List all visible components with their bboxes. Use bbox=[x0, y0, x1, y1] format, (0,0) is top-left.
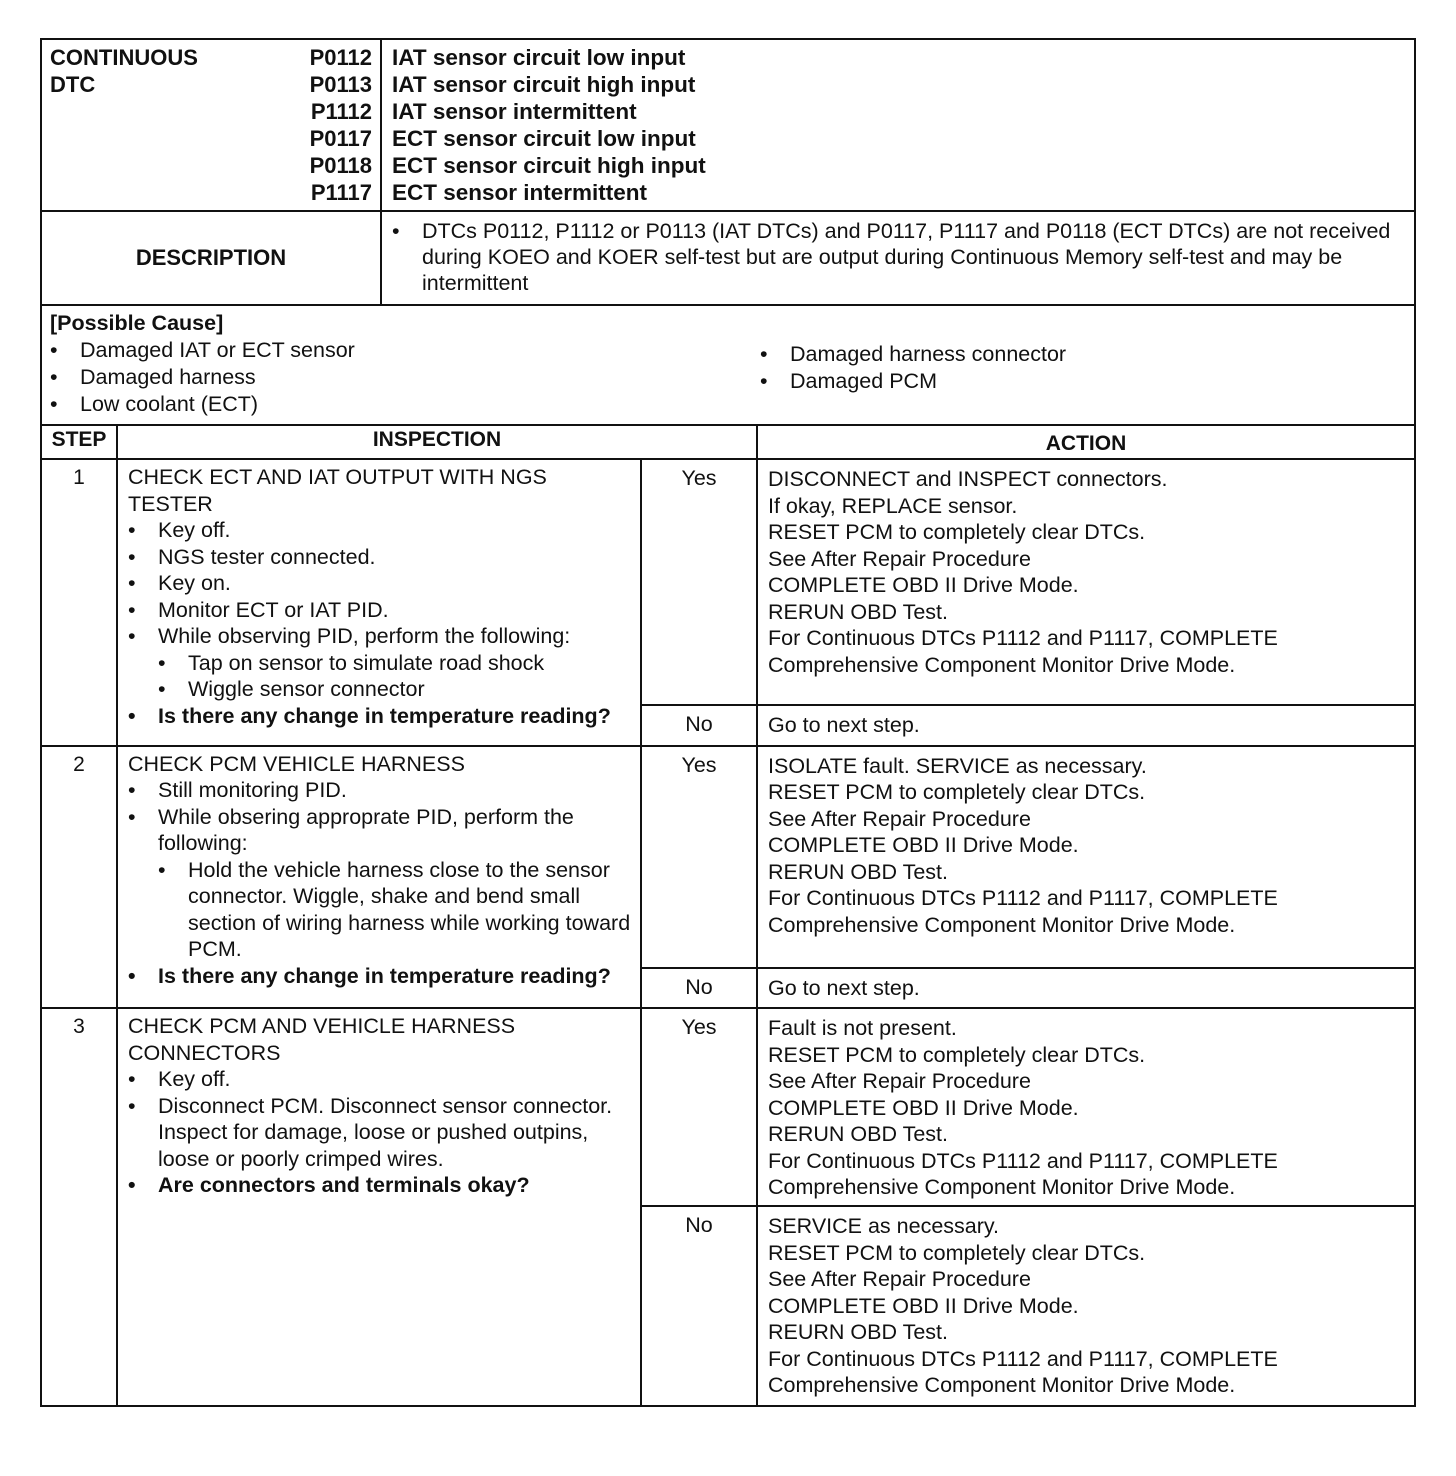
inspection-question: Is there any change in temperature reading? bbox=[158, 963, 611, 988]
action-line: See After Repair Procedure bbox=[768, 806, 1031, 831]
yes-label: Yes bbox=[642, 460, 758, 704]
list-item bbox=[128, 544, 632, 571]
list-item bbox=[128, 804, 632, 857]
inspection-item: Disconnect PCM. Disconnect sensor connector. Inspect for damage, loose or pushed outpins, loose or poorly crimped wires. bbox=[158, 1093, 613, 1171]
action-line: SERVICE as necessary. bbox=[768, 1214, 1000, 1238]
dtc-header-title bbox=[50, 44, 298, 206]
dtc-code: P1117 bbox=[310, 180, 372, 205]
inspection-subitem: Tap on sensor to simulate road shock bbox=[188, 650, 545, 675]
inspection-item: NGS tester connected. bbox=[158, 544, 376, 569]
dtc-procedure-table bbox=[40, 38, 1416, 1407]
description-label: DESCRIPTION bbox=[42, 212, 382, 304]
list-item bbox=[128, 570, 632, 597]
no-row bbox=[642, 1207, 1414, 1405]
inspection-item: While obsering approprate PID, perform the following: bbox=[158, 804, 574, 855]
bullet-icon: • bbox=[128, 1093, 136, 1118]
bullet-icon: • bbox=[760, 342, 768, 366]
action-line: See After Repair Procedure bbox=[768, 1267, 1031, 1291]
action-line: For Continuous DTCs P1112 and P1117, COMPLETE Comprehensive Component Monitor Drive Mode. bbox=[768, 626, 1278, 677]
bullet-icon: • bbox=[760, 369, 768, 393]
list-item bbox=[128, 650, 632, 677]
bullet-icon: • bbox=[128, 1173, 136, 1197]
inspection-item: Key on. bbox=[158, 571, 231, 595]
possible-cause-right-list bbox=[760, 337, 1406, 418]
bullet-icon: • bbox=[128, 624, 136, 648]
list-item bbox=[128, 517, 632, 544]
bullet-icon: • bbox=[158, 650, 166, 675]
action-line: COMPLETE OBD II Drive Mode. bbox=[768, 1095, 1079, 1120]
dtc-description-list bbox=[382, 40, 1414, 210]
dtc-code-list bbox=[298, 44, 372, 206]
dtc-description: ECT sensor circuit high input bbox=[392, 153, 706, 178]
description-text: DTCs P0112, P1112 or P0113 (IAT DTCs) and P0117, P1117 and P0118 (ECT DTCs) are not received during KOEO and KOER self-test but are output during Continuous Memory self-test and may be intermittent bbox=[422, 219, 1391, 295]
inspection-cell bbox=[118, 1009, 642, 1405]
bullet-icon: • bbox=[158, 857, 166, 882]
response-cell bbox=[642, 747, 1414, 1008]
list-item bbox=[760, 341, 1406, 368]
action-line: RESET PCM to completely clear DTCs. bbox=[768, 520, 1146, 544]
column-header-action: ACTION bbox=[1045, 432, 1127, 455]
bullet-icon: • bbox=[128, 963, 136, 988]
table-header-row bbox=[42, 426, 1414, 460]
no-action bbox=[758, 969, 1414, 1008]
action-line: For Continuous DTCs P1112 and P1117, COMPLETE Comprehensive Component Monitor Drive Mode. bbox=[768, 886, 1278, 937]
table-row-step-2 bbox=[42, 747, 1414, 1010]
bullet-icon: • bbox=[392, 219, 400, 243]
bullet-icon: • bbox=[128, 778, 136, 802]
title-line-2: DTC bbox=[50, 72, 96, 97]
table-row-step-3 bbox=[42, 1009, 1414, 1405]
cause-text: Damaged IAT or ECT sensor bbox=[80, 338, 355, 362]
dtc-description: IAT sensor circuit high input bbox=[392, 72, 696, 97]
description-content bbox=[382, 212, 1414, 304]
action-line: See After Repair Procedure bbox=[768, 1069, 1031, 1093]
list-item bbox=[128, 597, 632, 624]
description-row bbox=[42, 212, 1414, 306]
action-line: RERUN OBD Test. bbox=[768, 859, 948, 884]
column-header-inspection: INSPECTION bbox=[118, 426, 758, 458]
no-action bbox=[758, 1207, 1414, 1405]
step-number: 1 bbox=[42, 460, 118, 745]
action-line: RERUN OBD Test. bbox=[768, 1122, 948, 1146]
action-line: For Continuous DTCs P1112 and P1117, COMPLETE Comprehensive Component Monitor Drive Mode. bbox=[768, 1346, 1278, 1397]
inspection-cell bbox=[118, 460, 642, 745]
inspection-subitem: Hold the vehicle harness close to the sensor connector. Wiggle, shake and bend small section of wiring harness while working toward PCM. bbox=[188, 857, 631, 961]
yes-action bbox=[758, 747, 1414, 967]
bullet-icon: • bbox=[158, 677, 166, 701]
possible-cause-heading: [Possible Cause] bbox=[50, 311, 224, 335]
inspection-item: Still monitoring PID. bbox=[158, 778, 347, 802]
list-item bbox=[128, 623, 632, 650]
inspection-item: Key off. bbox=[158, 518, 231, 542]
possible-cause-left-list bbox=[50, 337, 760, 418]
inspection-question: Is there any change in temperature reading? bbox=[158, 703, 611, 728]
no-row bbox=[642, 706, 1414, 745]
no-label: No bbox=[642, 969, 758, 1008]
bullet-icon: • bbox=[128, 571, 136, 595]
bullet-icon: • bbox=[50, 392, 58, 416]
action-line: REURN OBD Test. bbox=[768, 1320, 948, 1344]
yes-action bbox=[758, 1009, 1414, 1205]
yes-action bbox=[758, 460, 1414, 704]
yes-label: Yes bbox=[642, 747, 758, 967]
bullet-icon: • bbox=[50, 365, 58, 389]
inspection-title: CHECK PCM VEHICLE HARNESS bbox=[128, 751, 465, 776]
action-line: ISOLATE fault. SERVICE as necessary. bbox=[768, 753, 1147, 778]
yes-row bbox=[642, 1009, 1414, 1207]
list-item bbox=[50, 337, 760, 364]
dtc-header-row bbox=[42, 40, 1414, 212]
inspection-item: Monitor ECT or IAT PID. bbox=[158, 597, 389, 622]
list-item bbox=[760, 368, 1406, 395]
dtc-description: ECT sensor intermittent bbox=[392, 180, 648, 205]
step-number: 2 bbox=[42, 747, 118, 1008]
bullet-icon: • bbox=[128, 544, 136, 569]
yes-row bbox=[642, 747, 1414, 969]
dtc-code: P0118 bbox=[309, 153, 372, 178]
table-row-step-1 bbox=[42, 460, 1414, 747]
action-line: RESET PCM to completely clear DTCs. bbox=[768, 1042, 1146, 1067]
list-item bbox=[50, 364, 760, 391]
bullet-icon: • bbox=[128, 804, 136, 829]
list-item bbox=[50, 391, 760, 418]
list-item bbox=[128, 1172, 632, 1199]
yes-label: Yes bbox=[642, 1009, 758, 1205]
cause-text: Damaged harness connector bbox=[790, 342, 1067, 366]
action-line: COMPLETE OBD II Drive Mode. bbox=[768, 1293, 1079, 1318]
bullet-icon: • bbox=[128, 1067, 136, 1091]
dtc-code: P1112 bbox=[310, 99, 372, 124]
no-action bbox=[758, 706, 1414, 745]
list-item bbox=[128, 1066, 632, 1093]
dtc-description: IAT sensor circuit low input bbox=[392, 45, 686, 70]
dtc-description: IAT sensor intermittent bbox=[392, 99, 637, 124]
response-cell bbox=[642, 1009, 1414, 1405]
action-line: COMPLETE OBD II Drive Mode. bbox=[768, 573, 1079, 597]
inspection-subitem: Wiggle sensor connector bbox=[188, 677, 425, 701]
action-line: COMPLETE OBD II Drive Mode. bbox=[768, 833, 1079, 857]
action-line: RESET PCM to completely clear DTCs. bbox=[768, 1240, 1146, 1265]
step-number: 3 bbox=[42, 1009, 118, 1405]
list-item bbox=[128, 1093, 632, 1173]
no-row bbox=[642, 969, 1414, 1008]
action-line: Go to next step. bbox=[768, 713, 920, 737]
list-item bbox=[128, 703, 632, 730]
dtc-description: ECT sensor circuit low input bbox=[392, 126, 696, 151]
list-item bbox=[128, 857, 632, 963]
dtc-code: P0117 bbox=[309, 126, 372, 151]
bullet-icon: • bbox=[50, 338, 58, 362]
inspection-title: CHECK PCM AND VEHICLE HARNESS CONNECTORS bbox=[128, 1014, 516, 1065]
action-line: Fault is not present. bbox=[768, 1016, 957, 1040]
no-label: No bbox=[642, 706, 758, 745]
inspection-cell bbox=[118, 747, 642, 1008]
inspection-item: While observing PID, perform the following: bbox=[158, 624, 571, 648]
inspection-question: Are connectors and terminals okay? bbox=[158, 1173, 530, 1197]
list-item bbox=[128, 777, 632, 804]
inspection-title: CHECK ECT AND IAT OUTPUT WITH NGS TESTER bbox=[128, 465, 547, 516]
response-cell bbox=[642, 460, 1414, 745]
cause-text: Damaged PCM bbox=[790, 369, 937, 393]
cause-text: Low coolant (ECT) bbox=[80, 392, 259, 416]
action-line: RERUN OBD Test. bbox=[768, 599, 948, 624]
bullet-icon: • bbox=[128, 703, 136, 728]
dtc-header-left bbox=[42, 40, 382, 210]
action-line: See After Repair Procedure bbox=[768, 546, 1031, 571]
possible-cause-section bbox=[42, 306, 1414, 426]
action-line: Go to next step. bbox=[768, 975, 920, 1000]
dtc-code: P0113 bbox=[309, 72, 372, 97]
dtc-code: P0112 bbox=[309, 45, 372, 70]
list-item bbox=[128, 963, 632, 990]
action-line: If okay, REPLACE sensor. bbox=[768, 493, 1018, 518]
action-line: For Continuous DTCs P1112 and P1117, COMPLETE Comprehensive Component Monitor Drive Mode. bbox=[768, 1148, 1278, 1199]
action-line: DISCONNECT and INSPECT connectors. bbox=[768, 467, 1168, 491]
title-line-1: CONTINUOUS bbox=[50, 45, 198, 70]
cause-text: Damaged harness bbox=[80, 365, 256, 389]
inspection-item: Key off. bbox=[158, 1067, 231, 1091]
bullet-icon: • bbox=[128, 518, 136, 542]
list-item bbox=[128, 676, 632, 703]
bullet-icon: • bbox=[128, 597, 136, 622]
yes-row bbox=[642, 460, 1414, 706]
action-line: RESET PCM to completely clear DTCs. bbox=[768, 780, 1146, 804]
column-header-step: STEP bbox=[42, 426, 118, 458]
no-label: No bbox=[642, 1207, 758, 1405]
